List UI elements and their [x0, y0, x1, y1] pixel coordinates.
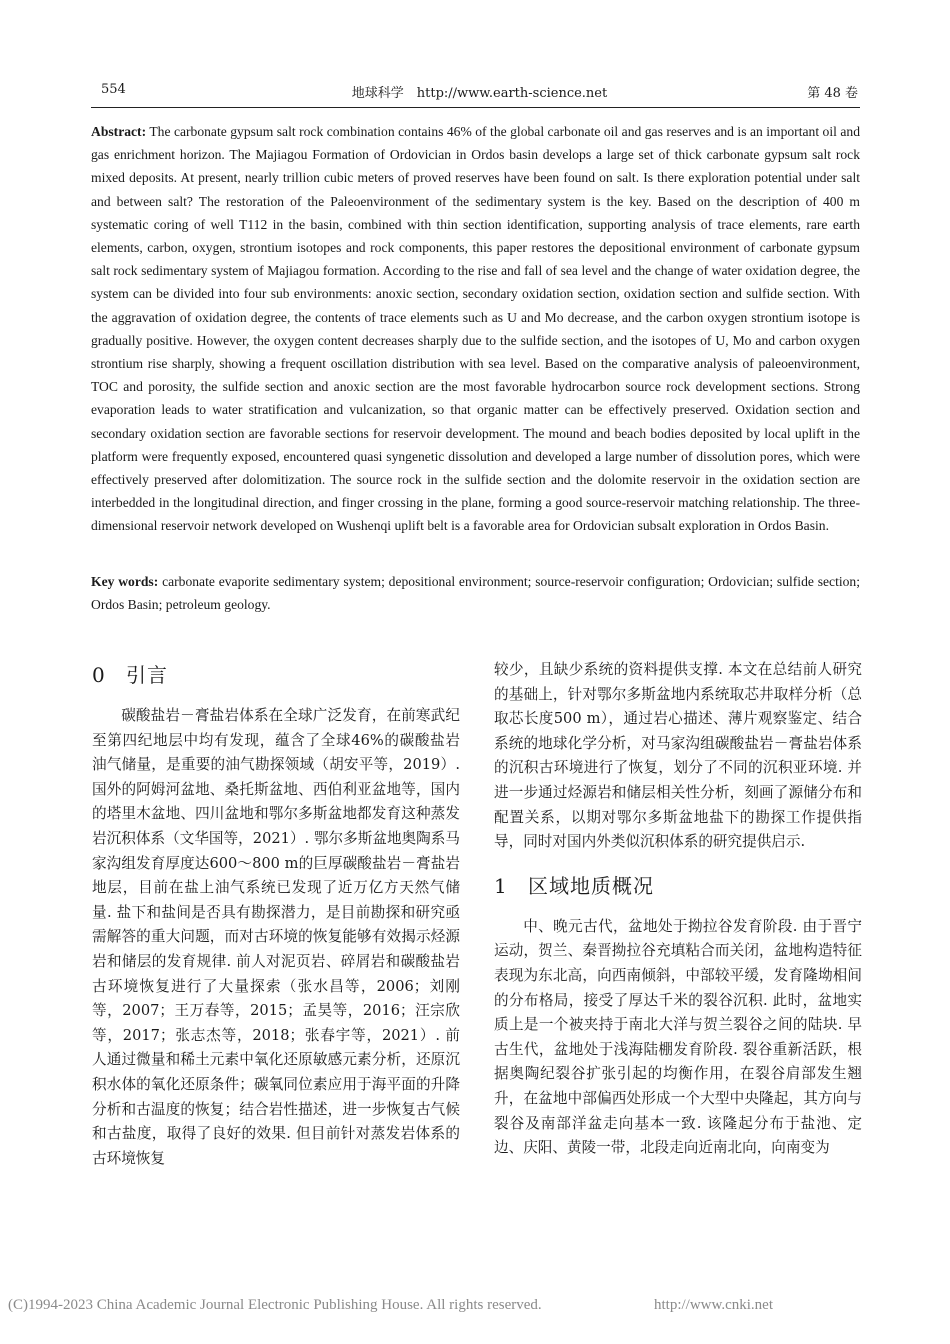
intro-paragraph: 碳酸盐岩－膏盐岩体系在全球广泛发育，在前寒武纪至第四纪地层中均有发现，蕴含了全球46%的碳酸盐岩油气储量，是重要的油气勘探领域（胡安平等，2019）. 国外的阿姆河盆地、桑托斯盆地、西伯利亚盆地等，国内的塔里木盆地、四川盆地和鄂尔多斯盆地都发育这种蒸发岩沉积体系（文华国等，2021）. 鄂尔多斯盆地奥陶系马家沟组发育厚度达600～800 m的巨厚碳酸盐岩－膏盐岩地层，目前在盐上油气系统已发现了近万亿方天然气储量. 盐下和盐间是否具有勘探潜力，是目前勘探和研究亟需解答的重大问题，而对古环境的恢复能够有效揭示烃源岩和储层的发育规律. 前人对泥页岩、碎屑岩和碳酸盐岩古环境恢复进行了大量探索（张水昌等，2006；刘刚等，2007；王万春等，2015；孟昊等，2016；汪宗欣等，2017；张志杰等，2018；张春宇等，2021）. 前人通过微量和稀土元素中氧化还原敏感元素分析，还原沉积水体的氧化还原条件；碳氧同位素应用于海平面的升降分析和古温度的恢复；结合岩性描述，进一步恢复古气候和古盐度，取得了良好的效果. 但目前针对蒸发岩体系的古环境恢复 [92, 707, 460, 1167]
keywords-text: carbonate evaporite sedimentary system; depositional environment; source-reservoir configuration; Ordovician; sulfide section; Ordos Basin; petroleum geology. [91, 574, 860, 613]
page-number: 554 [101, 82, 126, 97]
section-number: 1 [494, 873, 508, 898]
journal-header: 地球科学 http://www.earth-science.net [351, 86, 608, 101]
running-header [101, 80, 858, 102]
abstract-text: The carbonate gypsum salt rock combination contains 46% of the global carbonate oil and gas reserves and is an important oil and gas enrichment horizon. The Majiagou Formation of Ordovician in Ordos basin develops a large set of thick carbonate gypsum salt rock mixed deposits. At present, nearly trillion cubic meters of proved reserves have been found on salt. Is there exploration potential under salt and between salt? The restoration of the Paleoenvironment of the sedimentary system is the key. Based on the description of 400 m systematic coring of well T112 in the basin, combined with thin section identification, supporting analysis of trace elements, rare earth elements, carbon, oxygen, strontium isotopes and rock components, this paper restores the depositional environment of carbonate gypsum salt rock sedimentary system of Majiagou formation. According to the rise and fall of sea level and the change of water oxidation degree, the system can be divided into four sub environments: anoxic section, secondary oxidation section, oxidation section and sulfide section. With the aggravation of oxidation degree, the contents of trace elements such as U and Mo decrease, and the carbon oxygen strontium isotope is gradually positive. However, the oxygen content decreases sharply due to the sulfide section, and the isotopes of U, Mo and carbon oxygen strontium rise sharply, showing a frequent oscillation distribution with sea level. Based on the comparative analysis of paleoenvironment, TOC and porosity, the sulfide section and anoxic section are the most favorable hydrocarbon source rock development sections. Strong evaporation leads to water stratification and vulcanization, so that organic matter can be effectively preserved. Oxidation section and secondary oxidation section are favorable sections for reservoir development. The mound and beach bodies deposited by local uplift in the platform were frequently exposed, encountered quasi syngenetic dissolution and developed a large number of dissolution pores, which were effectively preserved after dolomitization. The source rock in the sulfide section and the dolomite reservoir in the oxidation section are interbedded in the longitudinal direction, and finger crossing in the plane, forming a good source-reservoir matching relationship. The three-dimensional reservoir network developed on Wushenqi uplift belt is a favorable area for Ordovician subsalt exploration in Ordos Basin. [91, 124, 860, 534]
section-number: 0 [92, 663, 106, 687]
header-rule [91, 107, 860, 108]
abstract [91, 120, 860, 538]
section-title: 引言 [126, 663, 168, 687]
section-title: 区域地质概况 [528, 873, 654, 898]
abstract-label: Abstract: [91, 124, 147, 139]
footer-url[interactable]: http://www.cnki.net [654, 1297, 774, 1313]
section-0-heading [92, 660, 460, 690]
keywords-label: Key words: [91, 574, 159, 589]
geology-paragraph: 中、晚元古代，盆地处于拗拉谷发育阶段. 由于晋宁运动，贺兰、秦晋拗拉谷充填粘合而关闭，盆地构造特征表现为东北高，向西南倾斜，中部较平缓，发育隆坳相间的分布格局，接受了厚达千米的裂谷沉积. 此时，盆地实质上是一个被夹持于南北大洋与贺兰裂谷之间的陆块. 早古生代，盆地处于浅海陆棚发育阶段. 裂谷重新活跃，根据奥陶纪裂谷扩张引起的均衡作用，在裂谷肩部发生翘升，在盆地中部偏西处形成一个大型中央隆起，其方向与裂谷及南部洋盆走向基本一致. 该隆起分布于盐池、定边、庆阳、黄陵一带，北段走向近南北向，向南变为 [494, 917, 862, 1157]
left-column [92, 658, 460, 1171]
copyright-notice: (C)1994-2023 China Academic Journal Electronic Publishing House. All rights reserved. [8, 1297, 542, 1313]
section-1-heading [494, 871, 862, 901]
right-column [494, 658, 862, 1161]
keywords [91, 570, 860, 616]
intro-paragraph-continued: 较少，且缺少系统的资料提供支撑. 本文在总结前人研究的基础上，针对鄂尔多斯盆地内系统取芯井取样分析（总取芯长度500 m），通过岩心描述、薄片观察鉴定、结合系统的地球化学分析，对马家沟组碳酸盐岩－膏盐岩体系的沉积古环境进行了恢复，划分了不同的沉积亚环境. 并进一步通过烃源岩和储层相关性分析，刻画了源储分布和配置关系，以期对鄂尔多斯盆地盐下的勘探工作提供指导，同时对国内外类似沉积体系的研究提供启示. [494, 661, 862, 851]
volume-label: 第 48 卷 [807, 86, 858, 101]
